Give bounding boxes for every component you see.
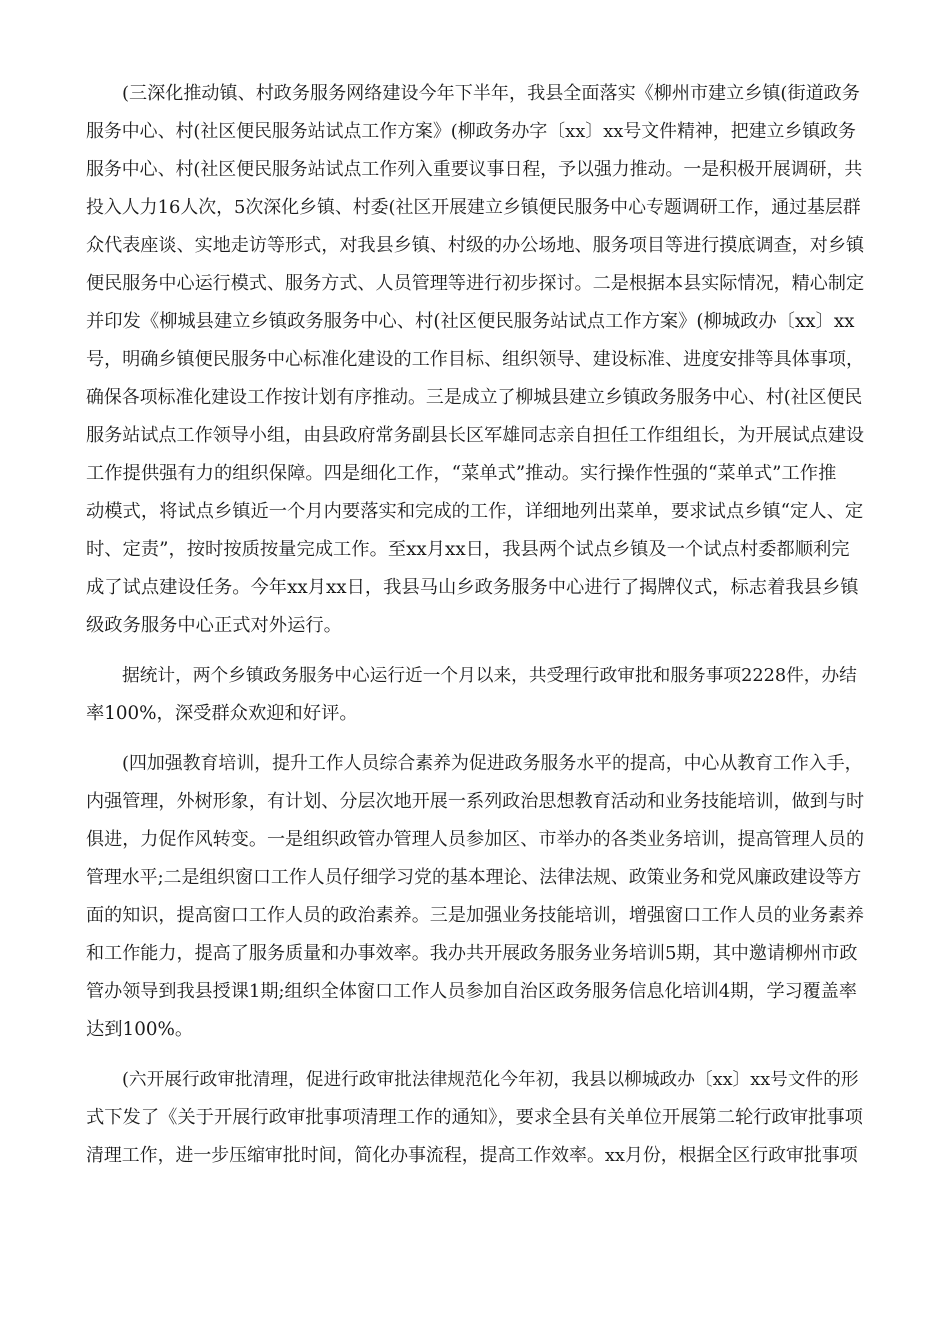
paragraph-3-line-1: (四加强教育培训，提升工作人员综合素养为促进政务服务水平的提高，中心从教育工作入手， [122, 753, 863, 774]
paragraph-1-line-1: (三深化推动镇、村政务服务网络建设今年下半年，我县全面落实《柳州市建立乡镇(街道政务 [122, 83, 860, 104]
paragraph-3-line-5: 面的知识，提高窗口工作人员的政治素养。三是加强业务技能培训，增强窗口工作人员的业务素养 [86, 905, 865, 926]
paragraph-4-line-2: 式下发了《关于开展行政审批事项清理工作的通知》，要求全县有关单位开展第二轮行政审批事项 [86, 1107, 863, 1128]
paragraph-4-line-3: 清理工作，进一步压缩审批时间，简化办事流程，提高工作效率。xx月份，根据全区行政审批事项 [86, 1145, 858, 1166]
paragraph-3-line-2: 内强管理，外树形象，有计划、分层次地开展一系列政治思想教育活动和业务技能培训，做到与时 [86, 791, 865, 812]
paragraph-1-line-8: 号，明确乡镇便民服务中心标准化建设的工作目标、组织领导、建设标准、进度安排等具体事项， [86, 349, 865, 370]
paragraph-2-line-1: 据统计，两个乡镇政务服务中心运行近一个月以来，共受理行政审批和服务事项2228件，办结 [122, 666, 857, 686]
paragraph-4-line-1: (六开展行政审批清理，促进行政审批法律规范化今年初，我县以柳城政办〔xx〕xx号文件的形 [122, 1070, 859, 1090]
paragraph-3-line-7: 管办领导到我县授课1期;组织全体窗口工作人员参加自治区政务服务信息化培训4期，学习覆盖率 [86, 981, 857, 1002]
paragraph-2-line-2: 率100%，深受群众欢迎和好评。 [86, 703, 358, 724]
paragraph-1-line-3: 服务中心、村(社区便民服务站试点工作列入重要议事日程，予以强力推动。一是积极开展调研，共 [86, 159, 863, 180]
paragraph-3-line-8: 达到100%。 [86, 1019, 194, 1040]
paragraph-1-line-2: 服务中心、村(社区便民服务站试点工作方案》(柳政务办字〔xx〕xx号文件精神，把建立乡镇政务 [86, 121, 856, 142]
paragraph-3-line-6: 和工作能力，提高了服务质量和办事效率。我办共开展政务服务业务培训5期，其中邀请柳州市政 [86, 943, 858, 964]
paragraph-1-line-4: 投入人力16人次，5次深化乡镇、村委(社区开展建立乡镇便民服务中心专题调研工作，通过基层群 [86, 197, 861, 218]
paragraph-1-line-12: 动模式，将试点乡镇近一个月内要落实和完成的工作，详细地列出菜单，要求试点乡镇“定人、定 [86, 501, 864, 522]
paragraph-1-line-14: 成了试点建设任务。今年xx月xx日，我县马山乡政务服务中心进行了揭牌仪式，标志着我县乡镇 [86, 577, 859, 598]
paragraph-1-line-6: 便民服务中心运行模式、服务方式、人员管理等进行初步探讨。二是根据本县实际情况，精心制定 [86, 273, 865, 294]
paragraph-1-line-13: 时、定责”，按时按质按量完成工作。至xx月xx日，我县两个试点乡镇及一个试点村委都顺利完 [86, 539, 850, 560]
paragraph-3-line-3: 俱进，力促作风转变。一是组织政管办管理人员参加区、市举办的各类业务培训，提高管理人员的 [86, 829, 865, 850]
paragraph-1-line-5: 众代表座谈、实地走访等形式，对我县乡镇、村级的办公场地、服务项目等进行摸底调查，对乡镇 [86, 235, 865, 256]
paragraph-1-line-9: 确保各项标准化建设工作按计划有序推动。三是成立了柳城县建立乡镇政务服务中心、村(社区便民 [86, 387, 863, 408]
paragraph-1-line-15: 级政务服务中心正式对外运行。 [86, 615, 342, 636]
paragraph-1-line-11: 工作提供强有力的组织保障。四是细化工作，“菜单式”推动。实行操作性强的“菜单式”工作推 [86, 463, 837, 484]
paragraph-1-line-10: 服务站试点工作领导小组，由县政府常务副县长区军雄同志亲自担任工作组组长，为开展试点建设 [86, 425, 865, 446]
paragraph-1-line-7: 并印发《柳城县建立乡镇政务服务中心、村(社区便民服务站试点工作方案》(柳城政办〔xx〕xx [86, 311, 855, 332]
paragraph-3-line-4: 管理水平;二是组织窗口工作人员仔细学习党的基本理论、法律法规、政策业务和党风廉政建设等方 [86, 867, 862, 888]
